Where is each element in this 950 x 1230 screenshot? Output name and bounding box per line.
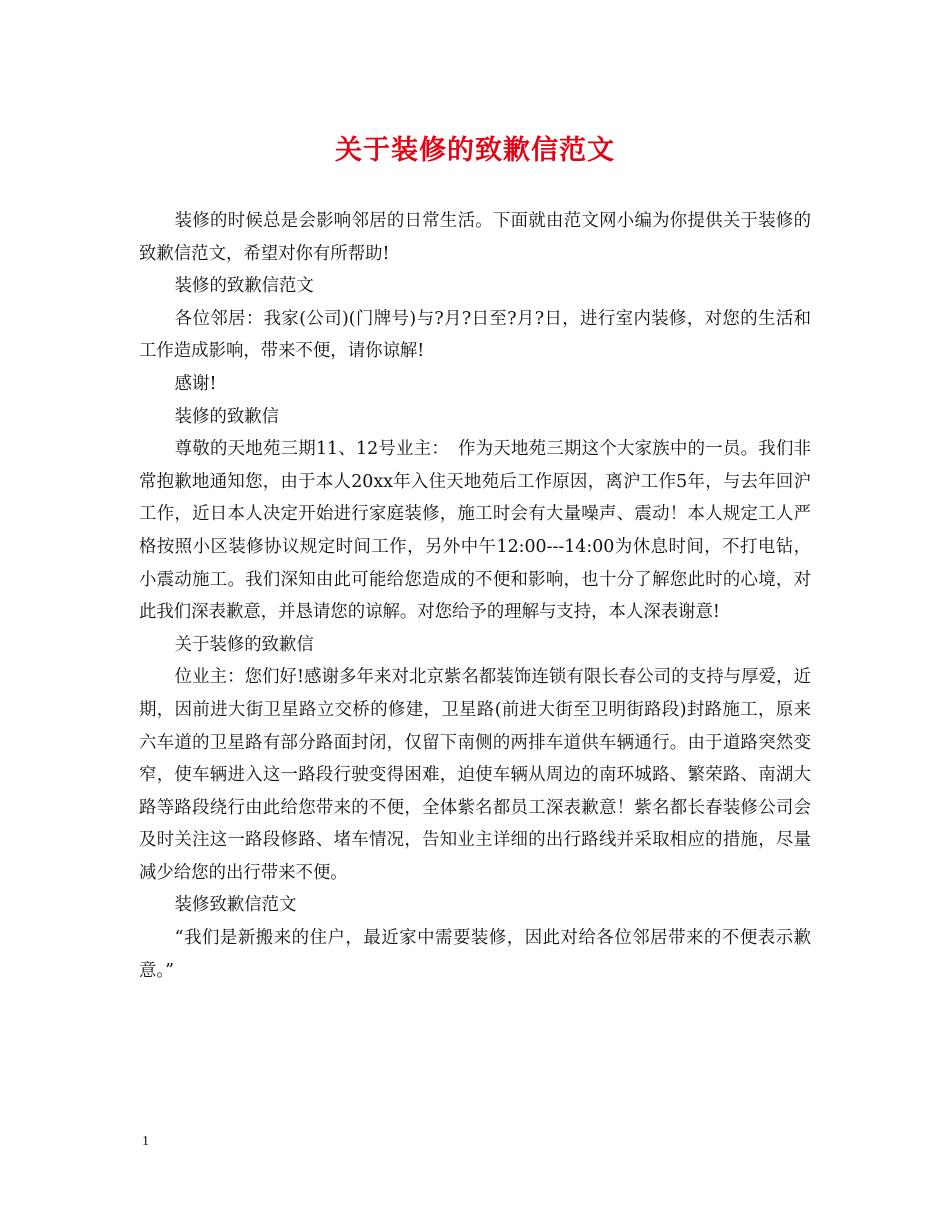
page-number: 1 (142, 1134, 149, 1149)
document-title: 关于装修的致歉信范文 (335, 135, 615, 166)
section-heading-1: 装修的致歉信范文 (174, 276, 314, 297)
document-body (139, 205, 811, 987)
paragraph-letter-4: “我们是新搬来的住户，最近家中需要装修，因此对给各位邻居带来的不便表示歉意。” (139, 928, 811, 981)
paragraph-intro: 装修的时候总是会影响邻居的日常生活。下面就由范文网小编为你提供关于装修的致歉信范文，希望对你有所帮助! (139, 211, 811, 264)
section-heading-3: 关于装修的致歉信 (174, 634, 314, 655)
paragraph-letter-3: 位业主：您们好!感谢多年来对北京紫名都装饰连锁有限长春公司的支持与厚爱，近期，因前进大街卫星路立交桥的修建，卫星路(前进大街至卫明街路段)封路施工，原来六车道的卫星路有部分路面封闭，仅留下南侧的两排车道供车辆通行。由于道路突然变窄，使车辆进入这一路段行驶变得困难，迫使车辆从周边的南环城路、繁荣路、南湖大路等路段绕行由此给您带来的不便，全体紫名都员工深表歉意！紫名都长春装修公司会及时关注这一路段修路、堵车情况，告知业主详细的出行路线并采取相应的措施，尽量减少给您的出行带来不便。 (139, 667, 811, 883)
paragraph-thanks: 感谢! (174, 373, 217, 394)
paragraph-letter-2: 尊敬的天地苑三期11、12号业主： 作为天地苑三期这个大家族中的一员。我们非常抱歉地通知您，由于本人20xx年入住天地苑后工作原因，离沪工作5年，与去年回沪工作，近日本人决定开始进行家庭装修，施工时会有大量噪声、震动！本人规定工人严格按照小区装修协议规定时间工作，另外中午12:00---14:00为休息时间，不打电钻，小震动施工。我们深知由此可能给您造成的不便和影响，也十分了解您此时的心境，对此我们深表歉意，并恳请您的谅解。对您给予的理解与支持，本人深表谢意! (139, 439, 811, 623)
section-heading-4: 装修致歉信范文 (174, 895, 297, 916)
section-heading-2: 装修的致歉信 (174, 406, 280, 427)
paragraph-letter-1: 各位邻居：我家(公司)(门牌号)与?月?日至?月?日，进行室内装修，对您的生活和工作造成影响，带来不便，请你谅解! (139, 308, 811, 362)
